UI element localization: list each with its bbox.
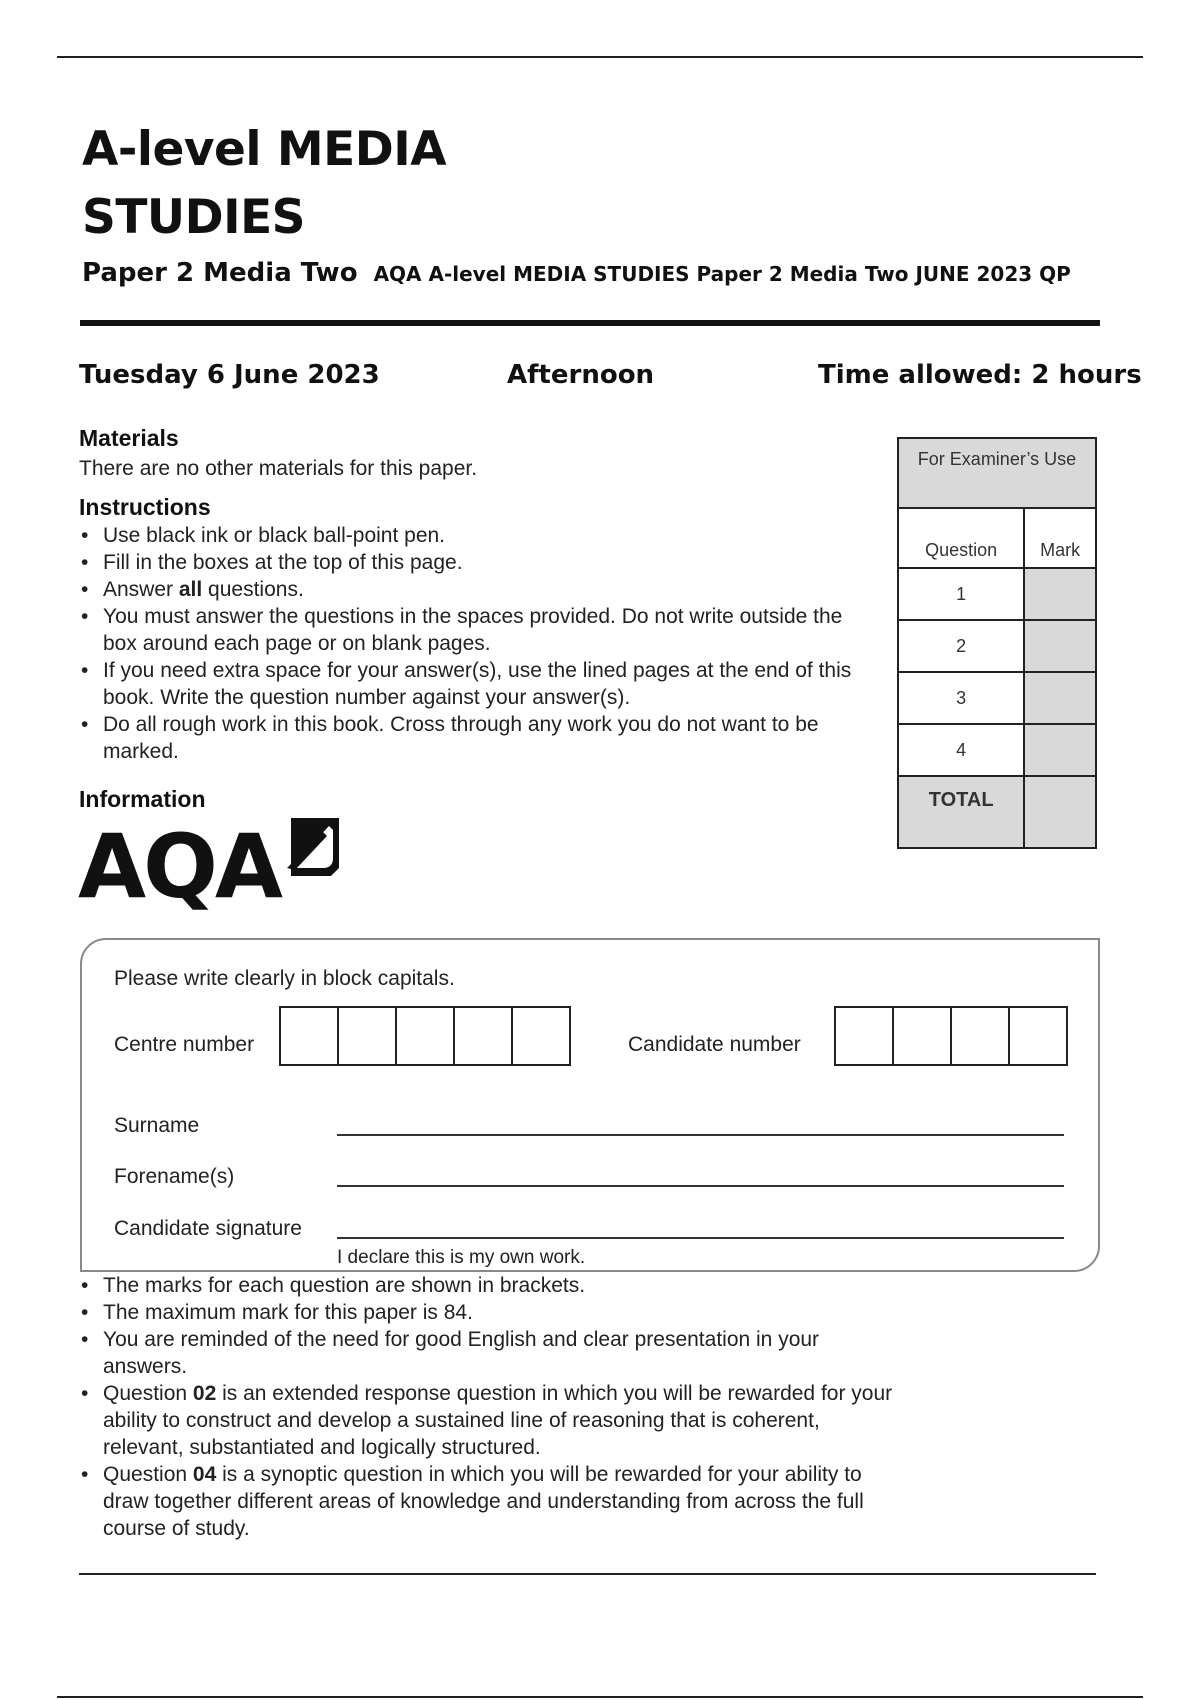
candidate-digit-box[interactable] [834, 1006, 894, 1066]
question-number: 3 [898, 672, 1024, 724]
mark-cell[interactable] [1024, 724, 1096, 776]
forename-label: Forename(s) [114, 1165, 235, 1188]
instruction-item: • Use black ink or black ball-point pen. [79, 522, 879, 549]
signature-label: Candidate signature [114, 1217, 302, 1240]
examiner-table [897, 437, 1097, 849]
mark-cell[interactable] [1024, 672, 1096, 724]
paper-note: AQA A-level MEDIA STUDIES Paper 2 Media Two JUNE 2023 QP [373, 262, 1071, 286]
materials-heading: Materials [79, 425, 179, 451]
instruction-item: • Answer all questions. [79, 576, 879, 603]
surname-field[interactable] [337, 1134, 1064, 1136]
centre-digit-box[interactable] [453, 1006, 513, 1066]
total-label: TOTAL [898, 776, 1024, 848]
centre-digit-box[interactable] [511, 1006, 571, 1066]
information-item: • The marks for each question are shown in brackets. [79, 1272, 899, 1299]
information-item: • The maximum mark for this paper is 84. [79, 1299, 899, 1326]
title-line-2: STUDIES [82, 190, 306, 245]
centre-digit-box[interactable] [337, 1006, 397, 1066]
declaration-text: I declare this is my own work. [337, 1247, 586, 1268]
information-heading: Information [79, 786, 206, 812]
total-mark-cell[interactable] [1024, 776, 1096, 848]
top-rule [57, 56, 1143, 58]
examiner-title: For Examiner’s Use [898, 438, 1096, 508]
instruction-item: • Fill in the boxes at the top of this page. [79, 549, 879, 576]
centre-digit-box[interactable] [395, 1006, 455, 1066]
centre-number-label: Centre number [114, 1033, 255, 1056]
block-capitals-prompt: Please write clearly in block capitals. [114, 967, 455, 990]
instructions-heading: Instructions [79, 494, 211, 520]
instructions-list [79, 522, 879, 765]
materials-text: There are no other materials for this paper. [79, 457, 478, 480]
instruction-item: • Do all rough work in this book. Cross through any work you do not want to be marked. [79, 711, 879, 765]
emphasis: all [178, 578, 203, 601]
aqa-logo-text: AQA [78, 815, 281, 918]
page-bottom-rule [57, 1696, 1143, 1698]
information-list [79, 1272, 899, 1542]
candidate-number-label: Candidate number [628, 1033, 801, 1056]
instruction-item: • You must answer the questions in the spaces provided. Do not write outside the box around each page or on blank pages. [79, 603, 879, 657]
emphasis: 04 [192, 1463, 217, 1486]
candidate-number-boxes [834, 1006, 1066, 1066]
candidate-digit-box[interactable] [1008, 1006, 1068, 1066]
col-question: Question [898, 508, 1024, 568]
paper-name: Paper 2 Media Two [82, 258, 358, 288]
information-item: • Question 04 is a synoptic question in which you will be rewarded for your ability to draw together different areas of knowledge and understanding from across the full course of study. [79, 1461, 899, 1542]
title-line-1: A-level MEDIA [82, 122, 447, 177]
centre-digit-box[interactable] [279, 1006, 339, 1066]
mark-cell[interactable] [1024, 620, 1096, 672]
time-allowed: Time allowed: 2 hours [818, 360, 1142, 390]
candidate-digit-box[interactable] [892, 1006, 952, 1066]
aqa-logo [78, 815, 280, 918]
question-number: 1 [898, 568, 1024, 620]
aqa-logo-mark-icon [283, 818, 339, 880]
surname-label: Surname [114, 1114, 200, 1137]
information-item: • Question 02 is an extended response question in which you will be rewarded for your ability to construct and develop a sustained line of reasoning that is coherent, relevant, substantiated and logically structured. [79, 1380, 899, 1461]
instruction-item: • If you need extra space for your answer(s), use the lined pages at the end of this book. Write the question number against your answer(s). [79, 657, 879, 711]
bottom-rule [79, 1573, 1096, 1575]
question-number: 2 [898, 620, 1024, 672]
col-mark: Mark [1024, 508, 1096, 568]
mark-cell[interactable] [1024, 568, 1096, 620]
emphasis: 02 [192, 1382, 217, 1405]
signature-field[interactable] [337, 1237, 1064, 1239]
candidate-digit-box[interactable] [950, 1006, 1010, 1066]
exam-date: Tuesday 6 June 2023 [79, 360, 380, 390]
information-item: • You are reminded of the need for good English and clear presentation in your answers. [79, 1326, 899, 1380]
centre-number-boxes [279, 1006, 569, 1066]
header-rule [80, 320, 1100, 326]
question-number: 4 [898, 724, 1024, 776]
forename-field[interactable] [337, 1185, 1064, 1187]
exam-session: Afternoon [507, 360, 655, 390]
paper-subtitle [82, 258, 1071, 288]
